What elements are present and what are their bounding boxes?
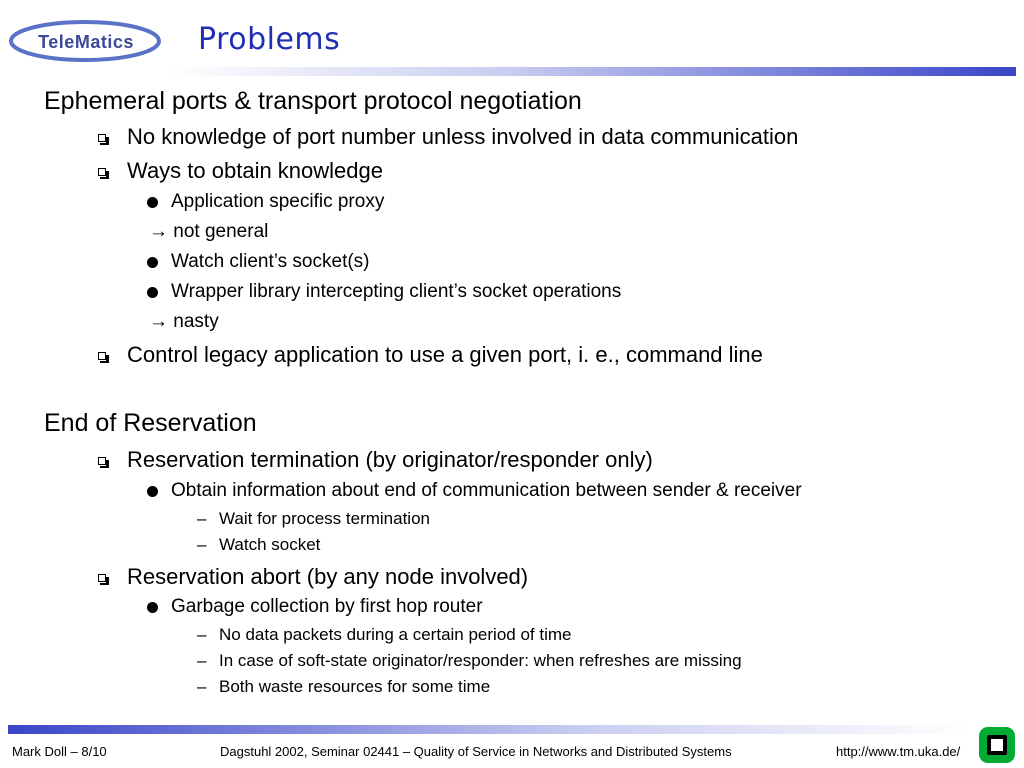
round-bullet-icon <box>147 197 158 208</box>
dash-bullet-icon: – <box>197 509 207 528</box>
dash-bullet-icon: – <box>197 651 207 670</box>
round-bullet-icon <box>147 486 158 497</box>
dash-bullet-icon: – <box>197 625 207 644</box>
subbullet-watch-socket: Watch client’s socket(s) <box>171 251 370 273</box>
bullet-no-knowledge: No knowledge of port number unless involved in data communication <box>127 124 798 150</box>
item-waste-resources: – Both waste resources for some time <box>197 677 491 696</box>
item-no-data-packets: – No data packets during a certain period of time <box>197 625 572 644</box>
square-bullet-icon <box>98 134 106 142</box>
subbullet-proxy: Application specific proxy <box>171 191 384 213</box>
footer-divider <box>8 725 968 734</box>
dash-bullet-icon: – <box>197 677 207 696</box>
footer-author: Mark Doll – 8/10 <box>12 744 107 759</box>
university-logo-icon <box>978 726 1016 764</box>
heading-end-of-reservation: End of Reservation <box>44 409 257 437</box>
note-not-general: → not general <box>149 221 269 242</box>
square-bullet-icon <box>98 352 106 360</box>
square-bullet-icon <box>98 574 106 582</box>
bullet-ways-to-obtain: Ways to obtain knowledge <box>127 158 383 184</box>
square-bullet-icon <box>98 168 106 176</box>
arrow-icon: → <box>149 311 168 332</box>
subbullet-garbage-collection: Garbage collection by first hop router <box>171 596 483 618</box>
arrow-icon: → <box>149 221 168 242</box>
header-divider <box>168 67 1016 76</box>
svg-text:TeleMatics: TeleMatics <box>38 32 134 52</box>
heading-ephemeral-ports: Ephemeral ports & transport protocol negotiation <box>44 87 582 115</box>
note-nasty: → nasty <box>149 311 219 332</box>
footer-event: Dagstuhl 2002, Seminar 02441 – Quality of Service in Networks and Distributed Systems <box>220 744 732 759</box>
subbullet-obtain-information: Obtain information about end of communication between sender & receiver <box>171 480 802 502</box>
round-bullet-icon <box>147 257 158 268</box>
footer-url[interactable]: http://www.tm.uka.de/ <box>836 744 961 759</box>
subbullet-wrapper-library: Wrapper library intercepting client’s socket operations <box>171 281 621 303</box>
item-soft-state: – In case of soft-state originator/responder: when refreshes are missing <box>197 651 742 670</box>
telematics-logo <box>8 18 163 64</box>
slide-title: Problems <box>198 22 341 57</box>
item-wait-for-process: – Wait for process termination <box>197 509 430 528</box>
item-watch-socket: – Watch socket <box>197 535 321 554</box>
round-bullet-icon <box>147 602 158 613</box>
dash-bullet-icon: – <box>197 535 207 554</box>
bullet-control-legacy: Control legacy application to use a given port, i. e., command line <box>127 342 763 368</box>
round-bullet-icon <box>147 287 158 298</box>
bullet-reservation-termination: Reservation termination (by originator/responder only) <box>127 447 653 473</box>
square-bullet-icon <box>98 457 106 465</box>
bullet-reservation-abort: Reservation abort (by any node involved) <box>127 564 528 590</box>
